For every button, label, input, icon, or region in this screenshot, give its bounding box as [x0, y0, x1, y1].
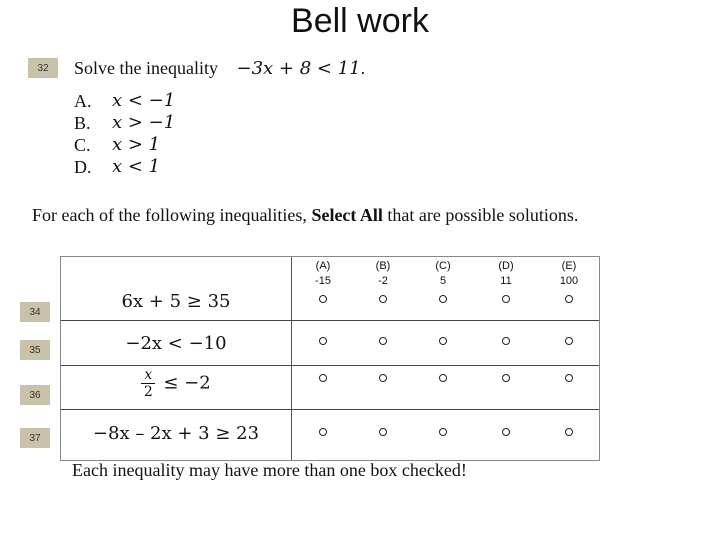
answer-bubble[interactable]	[319, 374, 327, 382]
column-value: -15	[315, 275, 331, 287]
column-header-b	[363, 259, 403, 289]
answer-bubble[interactable]	[565, 428, 573, 436]
question-number-badge: 32	[28, 58, 58, 78]
fraction-numerator: x	[144, 367, 153, 383]
answer-bubble[interactable]	[502, 295, 510, 303]
answer-bubble[interactable]	[319, 428, 327, 436]
question-32-prompt	[74, 58, 365, 79]
choice-a[interactable]	[74, 90, 175, 112]
row-number-badge: 37	[20, 428, 50, 448]
answer-bubble[interactable]	[379, 428, 387, 436]
answer-bubble[interactable]	[439, 428, 447, 436]
column-label: (C)	[435, 260, 451, 272]
row-divider	[61, 365, 599, 366]
answer-bubble[interactable]	[379, 295, 387, 303]
answer-bubble[interactable]	[439, 295, 447, 303]
column-value: 11	[500, 275, 512, 287]
choice-d[interactable]	[74, 156, 175, 178]
choice-letter: C.	[74, 135, 91, 155]
selection-table	[60, 256, 600, 461]
page-title: Bell work	[291, 2, 429, 40]
instructions-text-end: that are possible solutions.	[382, 205, 579, 225]
column-label: (A)	[315, 260, 331, 272]
choice-answer: x > 1	[112, 134, 161, 155]
column-divider	[291, 257, 292, 460]
inequality-rest: ≤ −2	[163, 372, 211, 394]
column-header-c	[423, 259, 463, 289]
column-label: (B)	[375, 260, 391, 272]
fraction	[141, 367, 155, 400]
row-divider	[61, 320, 599, 321]
answer-bubble[interactable]	[379, 337, 387, 345]
footer-note: Each inequality may have more than one box checked!	[72, 460, 467, 480]
answer-bubble[interactable]	[439, 337, 447, 345]
answer-bubble[interactable]	[379, 374, 387, 382]
prompt-period: .	[360, 58, 366, 78]
column-header-a	[303, 259, 343, 289]
row-number-badge: 34	[20, 302, 50, 322]
answer-bubble[interactable]	[565, 374, 573, 382]
instructions-emphasis: Select All	[311, 205, 383, 225]
answer-choices	[74, 90, 175, 178]
column-header-e	[549, 259, 589, 289]
inequality-expression: −3x + 8 < 11	[236, 58, 361, 79]
answer-bubble[interactable]	[439, 374, 447, 382]
choice-letter: D.	[74, 157, 92, 177]
answer-bubble[interactable]	[319, 295, 327, 303]
choice-letter: A.	[74, 91, 92, 111]
inequality-34: 6x + 5 ≥ 35	[121, 291, 231, 312]
answer-bubble[interactable]	[319, 337, 327, 345]
choice-answer: x < −1	[112, 90, 176, 111]
choice-letter: B.	[74, 113, 91, 133]
choice-answer: x < 1	[112, 156, 161, 177]
choice-answer: x > −1	[112, 112, 176, 133]
choice-c[interactable]	[74, 134, 175, 156]
row-divider	[61, 409, 599, 410]
inequality-37: −8x – 2x + 3 ≥ 23	[92, 423, 260, 444]
answer-bubble[interactable]	[502, 428, 510, 436]
answer-bubble[interactable]	[502, 337, 510, 345]
prompt-text: Solve the inequality	[74, 58, 218, 78]
row-number-badge: 36	[20, 385, 50, 405]
column-label: (E)	[561, 260, 577, 272]
row-number-badge: 35	[20, 340, 50, 360]
column-value: 100	[559, 275, 579, 287]
fraction-denominator: 2	[143, 384, 153, 400]
column-value: 5	[439, 275, 447, 287]
answer-bubble[interactable]	[565, 337, 573, 345]
column-header-d	[486, 259, 526, 289]
inequality-35: −2x < −10	[125, 333, 227, 354]
instructions	[32, 204, 592, 227]
inequality-36	[61, 367, 291, 400]
column-value: -2	[378, 275, 388, 287]
instructions-text: For each of the following inequalities,	[32, 205, 312, 225]
choice-b[interactable]	[74, 112, 175, 134]
column-label: (D)	[498, 260, 514, 272]
answer-bubble[interactable]	[502, 374, 510, 382]
answer-bubble[interactable]	[565, 295, 573, 303]
